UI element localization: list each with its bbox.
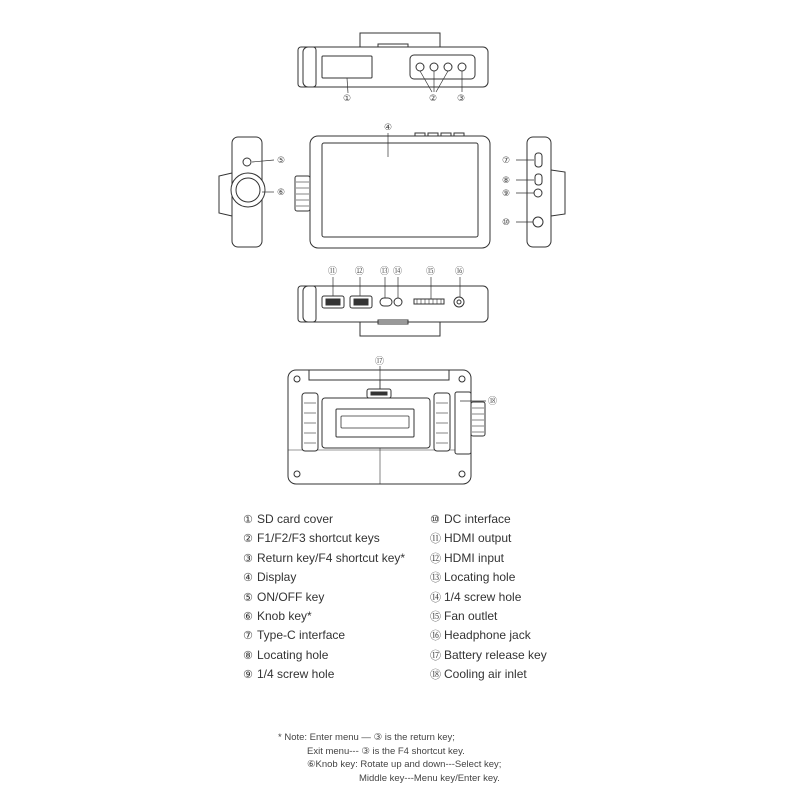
callout-3: ③: [457, 94, 466, 104]
callout-9: ⑨: [502, 189, 511, 199]
legend-label: Display: [257, 570, 297, 585]
callout-2: ②: [429, 94, 438, 104]
legend-right: [430, 510, 547, 685]
back-view: [288, 356, 497, 484]
legend-label: SD card cover: [257, 512, 334, 526]
legend-label: HDMI output: [444, 531, 512, 546]
note-line: * Note: Enter menu — ③ is the return key;: [278, 732, 455, 743]
legend-item: ⑪ HDMI output: [430, 531, 512, 546]
legend-item: ⑱ Cooling air inlet: [430, 667, 527, 682]
legend-label: F1/F2/F3 shortcut keys: [257, 531, 380, 546]
legend-item: ⑬ Locating hole: [430, 570, 516, 585]
legend-label: 1/4 screw hole: [444, 589, 522, 604]
legend-item: ④ Display: [243, 570, 297, 585]
legend-label: ON/OFF key: [257, 589, 325, 604]
legend-item: ③ Return key/F4 shortcut key*: [243, 550, 406, 565]
callout-11: ⑪: [328, 267, 338, 277]
front-view: [295, 123, 490, 248]
legend-label: Return key/F4 shortcut key*: [257, 550, 406, 565]
callout-6: ⑥: [277, 188, 286, 198]
legend-item: ⑥ Knob key*: [243, 609, 312, 624]
callout-8: ⑧: [502, 176, 511, 186]
callout-7: ⑦: [502, 156, 511, 166]
legend-item: ⑩ DC interface: [430, 512, 511, 526]
legend-item: ② F1/F2/F3 shortcut keys: [243, 531, 380, 546]
legend-item: ⑯ Headphone jack: [430, 628, 531, 643]
legend-item: ⑭ 1/4 screw hole: [430, 589, 522, 604]
callout-5: ⑤: [277, 156, 286, 166]
callout-10: ⑩: [502, 218, 511, 228]
callout-17: ⑰: [375, 357, 385, 367]
note-line: Exit menu--- ③ is the F4 shortcut key.: [307, 745, 465, 757]
left-side-view: [219, 137, 285, 247]
legend-label: Type-C interface: [257, 628, 346, 643]
legend-label: Locating hole: [257, 647, 329, 662]
legend-item: ⑧ Locating hole: [243, 647, 329, 662]
legend-label: DC interface: [444, 512, 511, 526]
callout-15: ⑮: [426, 267, 436, 277]
note-line: ⑥Knob key: Rotate up and down---Select key;: [307, 759, 502, 770]
legend-label: Cooling air inlet: [444, 667, 527, 682]
legend-item: ① SD card cover: [243, 512, 334, 526]
legend-label: Battery release key: [444, 647, 547, 662]
legend-label: 1/4 screw hole: [257, 667, 335, 682]
legend-label: Fan outlet: [444, 609, 498, 624]
legend-item: ⑮ Fan outlet: [430, 609, 498, 624]
legend-label: Knob key*: [257, 609, 312, 624]
legend-left: [243, 510, 405, 685]
note-line: Middle key---Menu key/Enter key.: [359, 772, 500, 784]
top-view: [298, 33, 488, 104]
legend-label: Locating hole: [444, 570, 516, 585]
callout-1: ①: [343, 94, 352, 104]
legend-item: ⑨ 1/4 screw hole: [243, 667, 335, 682]
callout-4: ④: [384, 123, 393, 133]
legend-label: HDMI input: [444, 550, 505, 565]
right-side-view: [502, 137, 565, 247]
footnote: [200, 731, 700, 785]
callout-16: ⑯: [455, 267, 465, 277]
callout-13: ⑬: [380, 267, 390, 277]
callout-12: ⑫: [355, 267, 365, 277]
legend-item: ⑰ Battery release key: [430, 647, 547, 662]
callout-14: ⑭: [393, 267, 403, 277]
legend-item: ⑤ ON/OFF key: [243, 589, 325, 604]
legend-label: Headphone jack: [444, 628, 531, 643]
legend-item: ⑫ HDMI input: [430, 550, 505, 565]
callout-18: ⑱: [488, 397, 498, 407]
legend-item: ⑦ Type-C interface: [243, 628, 346, 643]
bottom-view: [298, 266, 488, 336]
